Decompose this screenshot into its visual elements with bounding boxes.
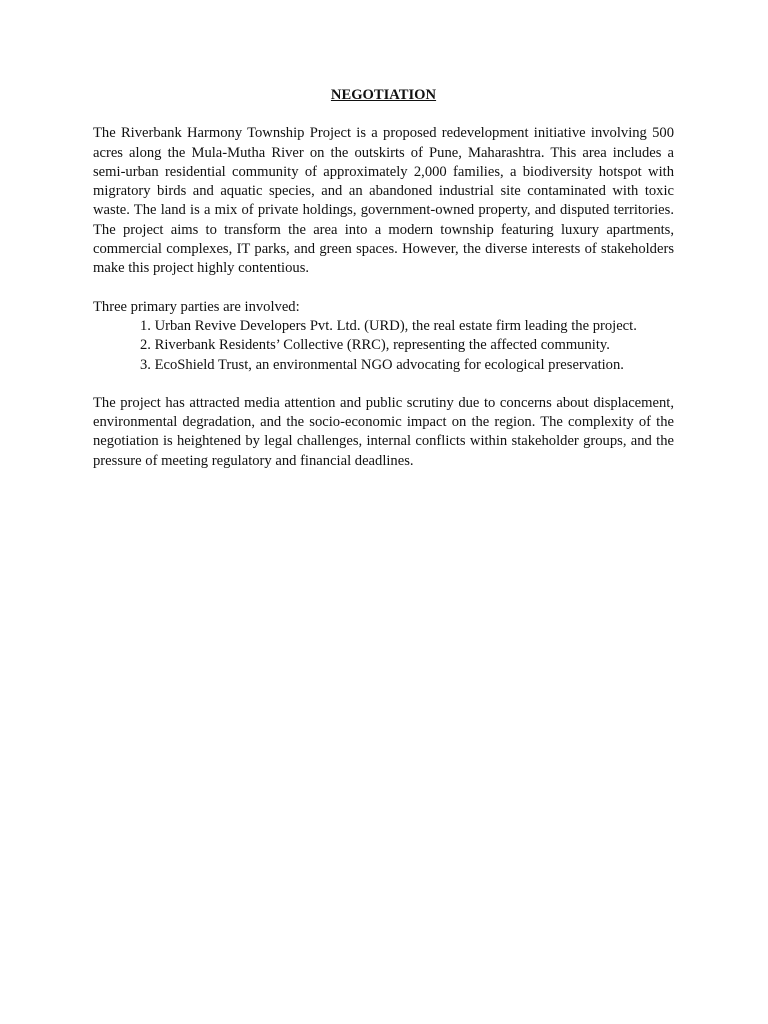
paragraph-spacer	[93, 279, 674, 298]
document-page	[93, 86, 674, 471]
closing-paragraph: The project has attracted media attention and public scrutiny due to concerns about displacement, environmental degradation, and the socio-economic impact on the region. The complexity of the negotiation is heightened by legal challenges, internal conflicts within stakeholder groups, and the pressure of meeting regulatory and financial deadlines.	[93, 394, 674, 469]
list-item-text: Urban Revive Developers Pvt. Ltd. (URD), the real estate firm leading the project.	[154, 317, 637, 334]
intro-paragraph: The Riverbank Harmony Township Project is a proposed redevelopment initiative involving 500 acres along the Mula-Mutha River on the outskirts of Pune, Maharashtra. This area includes a semi-urban residential community of approximately 2,000 families, a biodiversity hotspot with migratory birds and aquatic species, and an abandoned industrial site contaminated with toxic waste. The land is a mix of private holdings, government-owned property, and disputed territories. The project aims to transform the area into a modern township featuring luxury apartments, commercial complexes, IT parks, and green spaces. However, the diverse interests of stakeholders make this project highly contentious.	[93, 125, 674, 277]
list-item	[140, 336, 674, 355]
paragraph-spacer	[93, 375, 674, 394]
list-item	[140, 356, 674, 375]
parties-intro: Three primary parties are involved:	[93, 298, 300, 315]
list-item-number: 2.	[140, 337, 151, 354]
document-title: NEGOTIATION	[330, 87, 437, 103]
list-item-text: Riverbank Residents’ Collective (RRC), representing the affected community.	[154, 337, 610, 354]
list-item-text: EcoShield Trust, an environmental NGO advocating for ecological preservation.	[154, 356, 624, 373]
list-item	[140, 317, 674, 336]
parties-list	[93, 317, 674, 375]
list-item-number: 1.	[140, 317, 151, 334]
list-item-number: 3.	[140, 356, 151, 373]
